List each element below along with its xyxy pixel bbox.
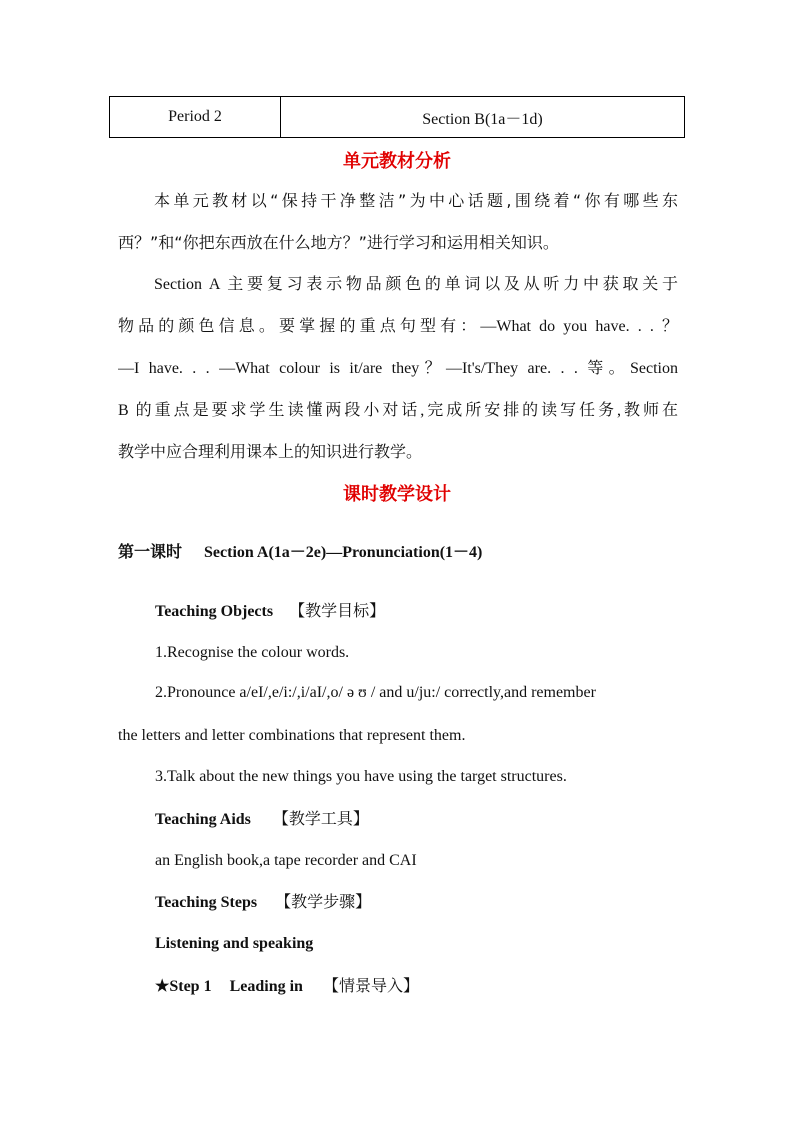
objects-cn: 【教学目标】 (289, 601, 386, 620)
steps-cn: 【教学步骤】 (275, 892, 372, 911)
aids-cn: 【教学工具】 (272, 809, 369, 828)
unit-analysis-paragraph (118, 264, 678, 474)
objective-2-line-1: 2.Pronounce a/eI/,e/i:/,i/aI/,o/ ə ʊ / and u/ju:/ correctly,and remember (155, 684, 596, 701)
analysis-line-1: Section A 主要复习表示物品颜色的单词以及从听力中获取关于 (154, 276, 678, 293)
aids-label: Teaching Aids (155, 811, 251, 828)
listening-speaking-label: Listening and speaking (155, 935, 314, 952)
objective-2-line-2: the letters and letter combinations that represent them. (118, 727, 466, 744)
analysis-line-2: 物品的颜色信息。要掌握的重点句型有：—What do you have. . . ？ (118, 318, 678, 335)
table-row (110, 97, 685, 138)
section-cell: Section B(1a－1d) (281, 97, 685, 138)
step1-label: ★Step 1 (155, 978, 212, 995)
step1-cn: 【情景导入】 (322, 976, 419, 995)
analysis-line-3: —I have. . . —What colour is it/are they？—It's/They are. . . 等。Section (118, 360, 678, 377)
lesson-design-heading: 课时教学设计 (343, 484, 451, 505)
steps-label: Teaching Steps (155, 894, 258, 911)
lesson-label: 第一课时 (118, 542, 183, 561)
objective-3: 3.Talk about the new things you have using the target structures. (155, 768, 567, 785)
objects-heading-row (155, 599, 385, 624)
unit-analysis-heading: 单元教材分析 (343, 151, 451, 172)
intro-line-2: 西？”和“你把东西放在什么地方？”进行学习和运用相关知识。 (118, 233, 559, 252)
intro-line-1: 本单元教材以“保持干净整洁”为中心话题,围绕着“你有哪些东 (154, 191, 678, 210)
unit-intro-paragraph (118, 180, 678, 264)
objects-label: Teaching Objects (155, 603, 274, 620)
steps-heading-row (155, 890, 371, 915)
analysis-line-4: B 的重点是要求学生读懂两段小对话,完成所安排的读写任务,教师在 (118, 402, 678, 419)
aids-heading-row (155, 807, 369, 832)
step1-title: Leading in (229, 978, 303, 995)
objective-1: 1.Recognise the colour words. (155, 644, 350, 661)
step1-row (155, 974, 419, 999)
analysis-line-5: 教学中应合理利用课本上的知识进行教学。 (118, 444, 423, 461)
aids-text: an English book,a tape recorder and CAI (155, 852, 417, 869)
period-cell: Period 2 (110, 97, 281, 138)
period-header-table (109, 96, 685, 138)
lesson-section: Section A(1a－2e)—Pronunciation(1－4) (204, 544, 483, 561)
lesson-title-row (118, 540, 482, 565)
